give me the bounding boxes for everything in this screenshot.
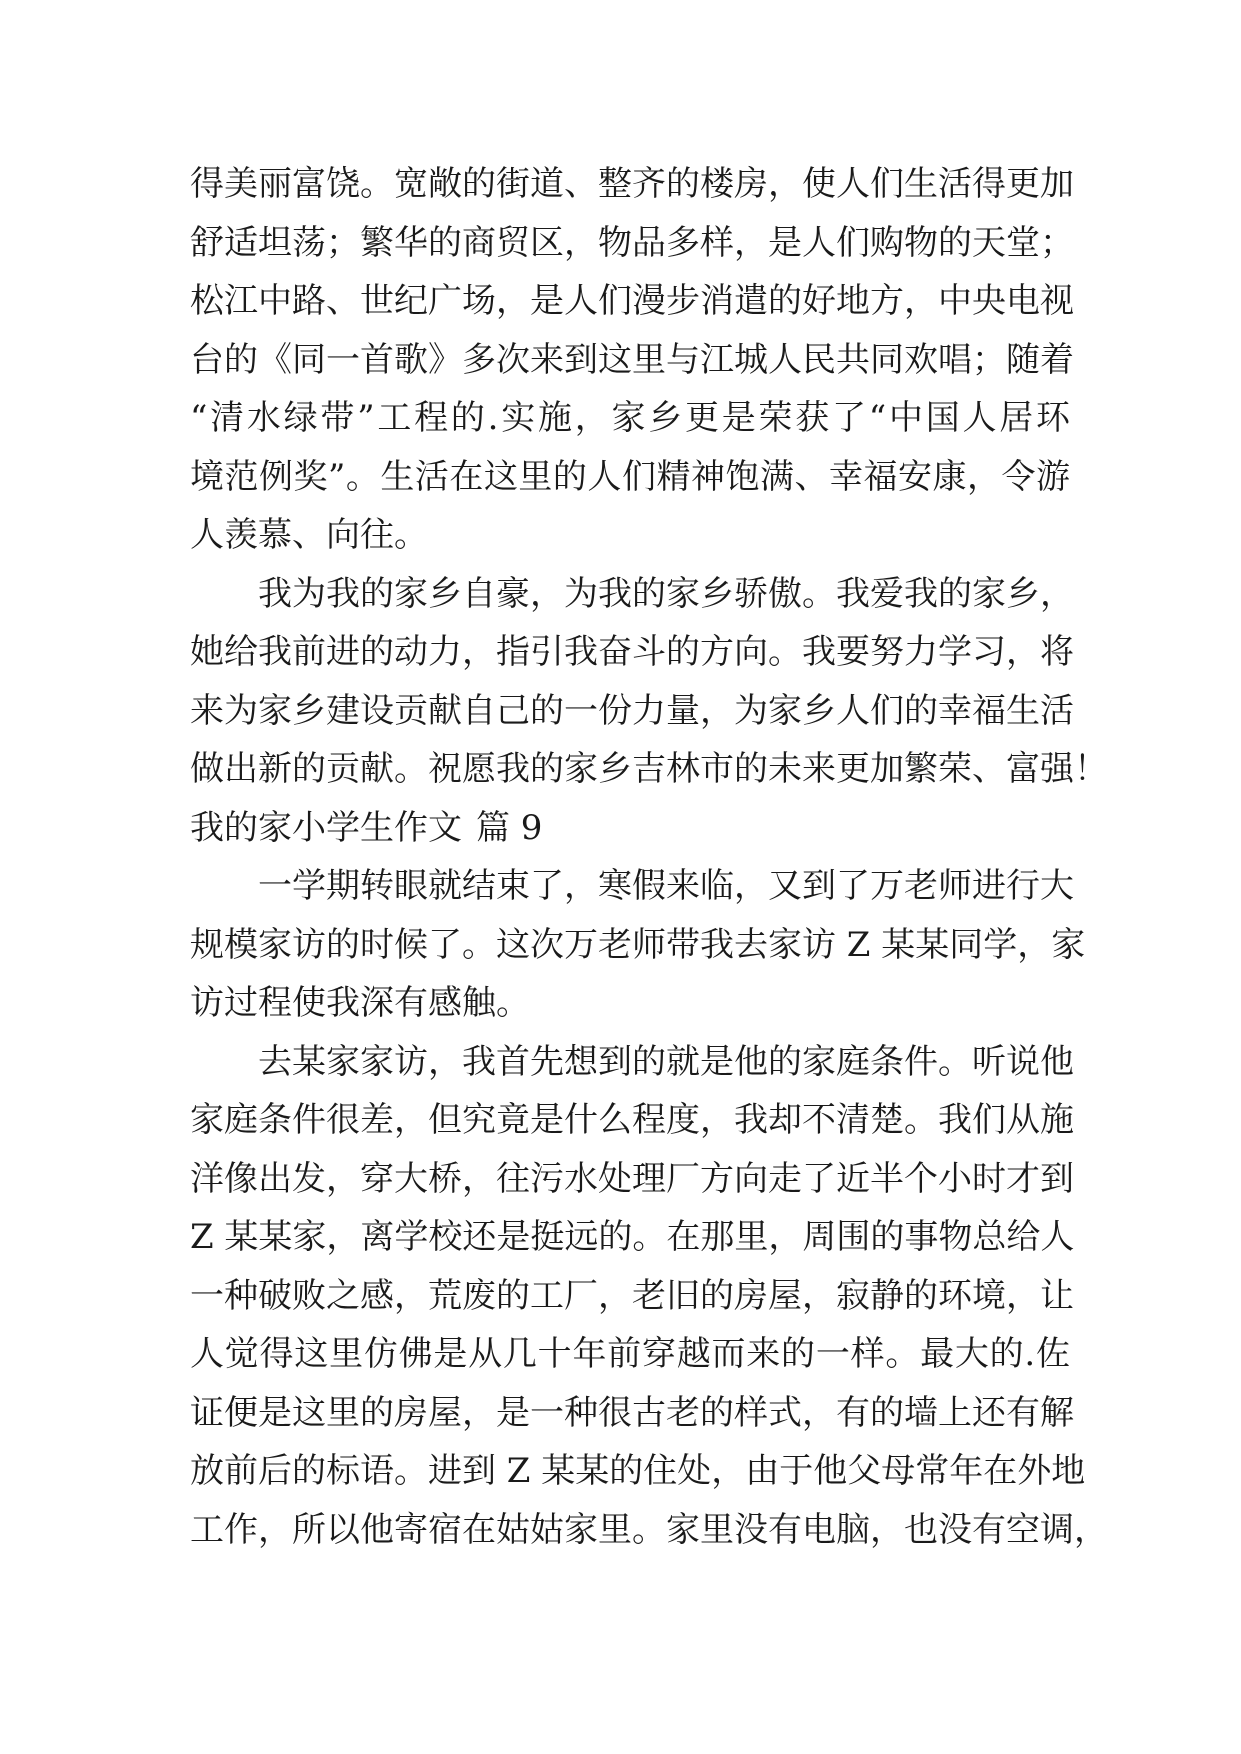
paragraph-line: 人觉得这里仿佛是从几十年前穿越而来的一样。最大的.佐 — [190, 1334, 1070, 1374]
paragraph-line: 一学期转眼就结束了，寒假来临，又到了万老师进行大 — [258, 866, 1074, 906]
paragraph-line: “清水绿带”工程的.实施，家乡更是荣获了“中国人居环 — [190, 398, 1070, 438]
section-heading-number: 篇 9 — [476, 807, 543, 848]
paragraph-line: 做出新的贡献。祝愿我的家乡吉林市的未来更加繁荣、富强！ — [190, 749, 1108, 789]
paragraph-line: 规模家访的时候了。这次万老师带我去家访 Z 某某同学，家 — [190, 924, 1086, 965]
paragraph-line: 得美丽富饶。宽敞的街道、整齐的楼房，使人们生活得更加 — [190, 164, 1074, 204]
paragraph-line: 她给我前进的动力，指引我奋斗的方向。我要努力学习，将 — [190, 632, 1074, 672]
section-heading-title: 我的家小学生作文 — [190, 807, 462, 848]
section-heading — [190, 799, 1070, 858]
paragraph-line: 松江中路、世纪广场，是人们漫步消遣的好地方，中央电视 — [190, 281, 1074, 321]
paragraph-3 — [190, 857, 1086, 1033]
paragraph-line: 来为家乡建设贡献自己的一份力量，为家乡人们的幸福生活 — [190, 690, 1074, 731]
paragraph-1 — [190, 155, 1074, 565]
paragraph-line: 一种破败之感，荒废的工厂，老旧的房屋，寂静的环境，让 — [190, 1275, 1074, 1316]
paragraph-line: 工作，所以他寄宿在姑姑家里。家里没有电脑，也没有空调， — [190, 1509, 1108, 1550]
paragraph-line: 证便是这里的房屋，是一种很古老的样式，有的墙上还有解 — [190, 1392, 1074, 1433]
paragraph-2 — [190, 565, 1108, 799]
paragraph-line: 台的《同一首歌》多次来到这里与江城人民共同欢唱；随着 — [190, 339, 1074, 380]
paragraph-line: 洋像出发，穿大桥，往污水处理厂方向走了近半个小时才到 — [190, 1158, 1074, 1199]
paragraph-line: 舒适坦荡；繁华的商贸区，物品多样，是人们购物的天堂； — [190, 222, 1074, 263]
paragraph-line: 访过程使我深有感触。 — [190, 983, 530, 1023]
paragraph-line: 家庭条件很差，但究竟是什么程度，我却不清楚。我们从施 — [190, 1100, 1074, 1140]
paragraph-4 — [190, 1033, 1108, 1560]
paragraph-line: Z 某某家，离学校还是挺远的。在那里，周围的事物总给人 — [190, 1217, 1075, 1257]
paragraph-line: 境范例奖”。生活在这里的人们精神饱满、幸福安康，令游 — [190, 456, 1070, 497]
document-body — [190, 155, 1108, 1559]
paragraph-line: 放前后的标语。进到 Z 某某的住处，由于他父母常年在外地 — [190, 1451, 1086, 1491]
paragraph-line: 我为我的家乡自豪，为我的家乡骄傲。我爱我的家乡， — [258, 573, 1074, 614]
paragraph-line: 去某家家访，我首先想到的就是他的家庭条件。听说他 — [258, 1041, 1074, 1082]
paragraph-line: 人羡慕、向往。 — [190, 515, 428, 555]
